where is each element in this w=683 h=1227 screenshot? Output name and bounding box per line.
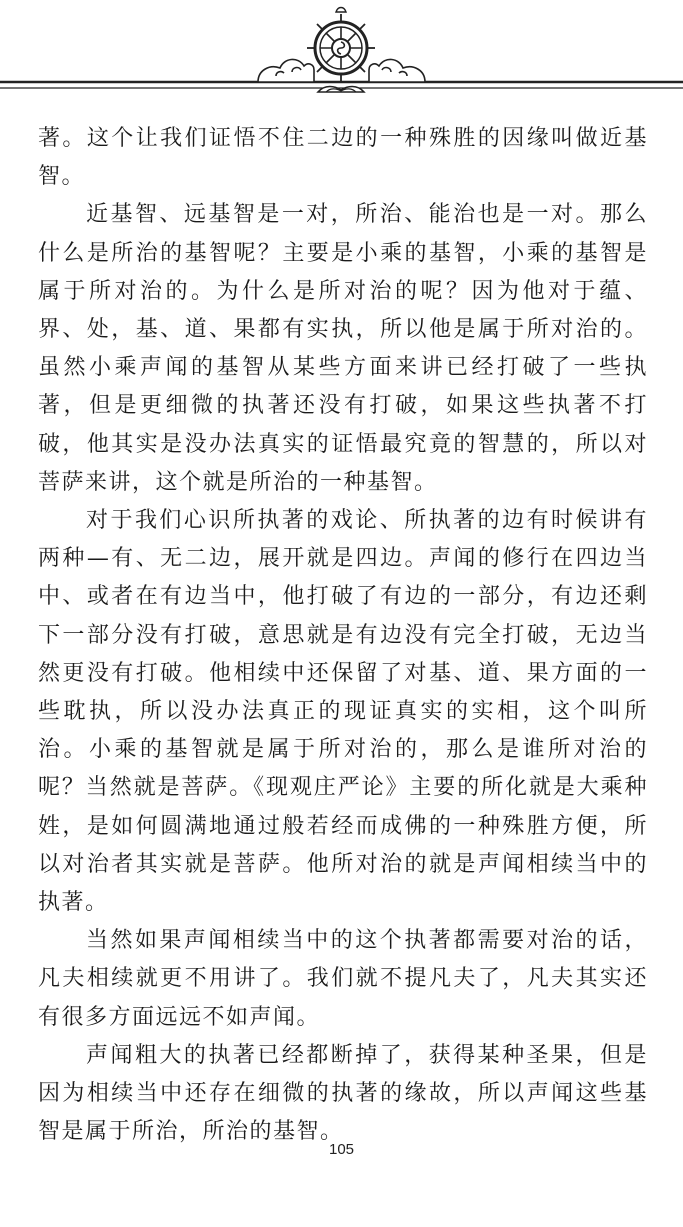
paragraph: 对于我们心识所执著的戏论、所执著的边有时候讲有两种—有、无二边，展开就是四边。声闻的修行在四边当中、或者在有边当中，他打破了有边的一部分，有边还剩下一部分没有打破，意思就是有边没有完全打破，无边当然更没有打破。他相续中还保留了对基、道、果方面的一些耽执，所以没办法真正的现证真实的实相，这个叫所治。小乘的基智就是属于所对治的，那么是谁所对治的呢？当然就是菩萨。《现观庄严论》主要的所化就是大乘种姓，是如何圆满地通过般若经而成佛的一种殊胜方便，所以对治者其实就是菩萨。他所对治的就是声闻相续当中的执著。 <box>38 508 648 916</box>
page-header-ornament <box>0 0 683 110</box>
left-cloud-icon <box>258 59 314 82</box>
paragraph-continuation: 著。这个让我们证悟不住二边的一种殊胜的因缘叫做近基智。 <box>38 126 648 190</box>
paragraph: 近基智、远基智是一对，所治、能治也是一对。那么什么是所治的基智呢？主要是小乘的基智，小乘的基智是属于所对治的。为什么是所对治的呢？因为他对于蕴、界、处，基、道、果都有实执，所以他是属于所对治的。虽然小乘声闻的基智从某些方面来讲已经打破了一些执著，但是更细微的执著还没有打破，如果这些执著不打破，他其实是没办法真实的证悟最究竟的智慧的，所以对菩萨来讲，这个就是所治的一种基智。 <box>38 202 648 495</box>
page-number: 105 <box>328 1141 355 1158</box>
page-body <box>38 120 648 1151</box>
paragraph: 声闻粗大的执著已经都断掉了，获得某种圣果，但是因为相续当中还存在细微的执著的缘故，所以声闻这些基智是属于所治，所治的基智。 <box>38 1042 648 1145</box>
dharma-wheel-icon <box>307 8 375 93</box>
right-cloud-icon <box>369 59 425 82</box>
paragraph: 当然如果声闻相续当中的这个执著都需要对治的话，凡夫相续就更不用讲了。我们就不提凡夫了，凡夫其实还有很多方面远远不如声闻。 <box>38 928 648 1030</box>
